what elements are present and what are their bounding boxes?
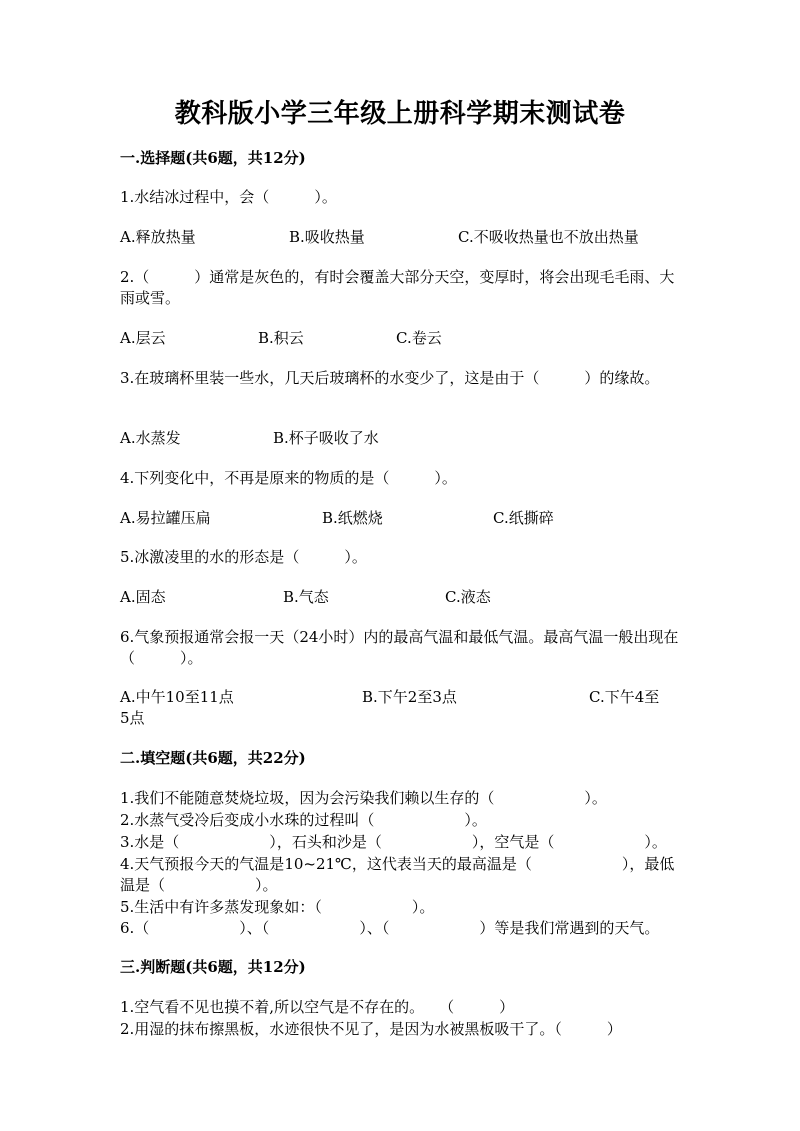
question-text: 1.水结冰过程中，会（ ）。	[120, 188, 337, 206]
question-option: B.纸燃烧	[322, 509, 383, 527]
section-heading-fill: 二.填空题(共6题，共22分)	[120, 749, 306, 767]
section-heading-judge: 三.判断题(共6题，共12分)	[120, 958, 306, 976]
judge-item: 1.空气看不见也摸不着,所以空气是不存在的。 （ ）	[120, 998, 515, 1016]
fill-item: 3.水是（ ），石头和沙是（ ），空气是（ ）。	[120, 833, 667, 851]
question-option: C.液态	[445, 588, 491, 606]
question-option: A.固态	[120, 588, 166, 606]
question-option: B.气态	[283, 588, 329, 606]
question-text: 5.冰激凌里的水的形态是（ ）。	[120, 548, 367, 566]
question-option: 5点	[120, 709, 145, 727]
fill-item: 6.（ ）、（ ）、（ ）等是我们常遇到的天气。	[120, 919, 660, 937]
question-text: 4.下列变化中，不再是原来的物质的是（ ）。	[120, 469, 457, 487]
question-option: C.下午4至	[589, 688, 660, 706]
question-option: A.层云	[120, 329, 166, 347]
question-text: 3.在玻璃杯里装一些水，几天后玻璃杯的水变少了，这是由于（ ）的缘故。	[120, 369, 660, 387]
question-option: B.下午2至3点	[362, 688, 457, 706]
question-option: B.吸收热量	[289, 228, 365, 246]
fill-item: 4.天气预报今天的气温是10~21℃，这代表当天的最高温是（ ），最低温是（ ）。	[120, 855, 675, 894]
question-option: A.水蒸发	[120, 429, 181, 447]
question-option: B.杯子吸收了水	[273, 429, 379, 447]
question-option: A.释放热量	[120, 228, 196, 246]
fill-item: 5.生活中有许多蒸发现象如：（ ）。	[120, 898, 435, 916]
question-option: B.积云	[258, 329, 304, 347]
fill-item: 2.水蒸气受冷后变成小水珠的过程叫（ ）。	[120, 811, 487, 829]
question-option: C.纸撕碎	[493, 509, 554, 527]
page-title: 教科版小学三年级上册科学期末测试卷	[174, 99, 626, 129]
question-option: C.卷云	[396, 329, 442, 347]
fill-item: 1.我们不能随意焚烧垃圾，因为会污染我们赖以生存的（ ）。	[120, 789, 607, 807]
question-option: C.不吸收热量也不放出热量	[458, 228, 639, 246]
question-option: A.易拉罐压扁	[120, 509, 211, 527]
judge-item: 2.用湿的抹布擦黑板，水迹很快不见了，是因为水被黑板吸干了。（ ）	[120, 1020, 622, 1038]
question-text: 6.气象预报通常会报一天（24小时）内的最高气温和最低气温。最高气温一般出现在（ ）。	[120, 628, 679, 667]
section-heading-choice: 一.选择题(共6题，共12分)	[120, 149, 306, 167]
question-text: 2.（ ）通常是灰色的，有时会覆盖大部分天空，变厚时，将会出现毛毛雨、大雨或雪。	[120, 268, 675, 307]
question-option: A.中午10至11点	[120, 688, 234, 706]
